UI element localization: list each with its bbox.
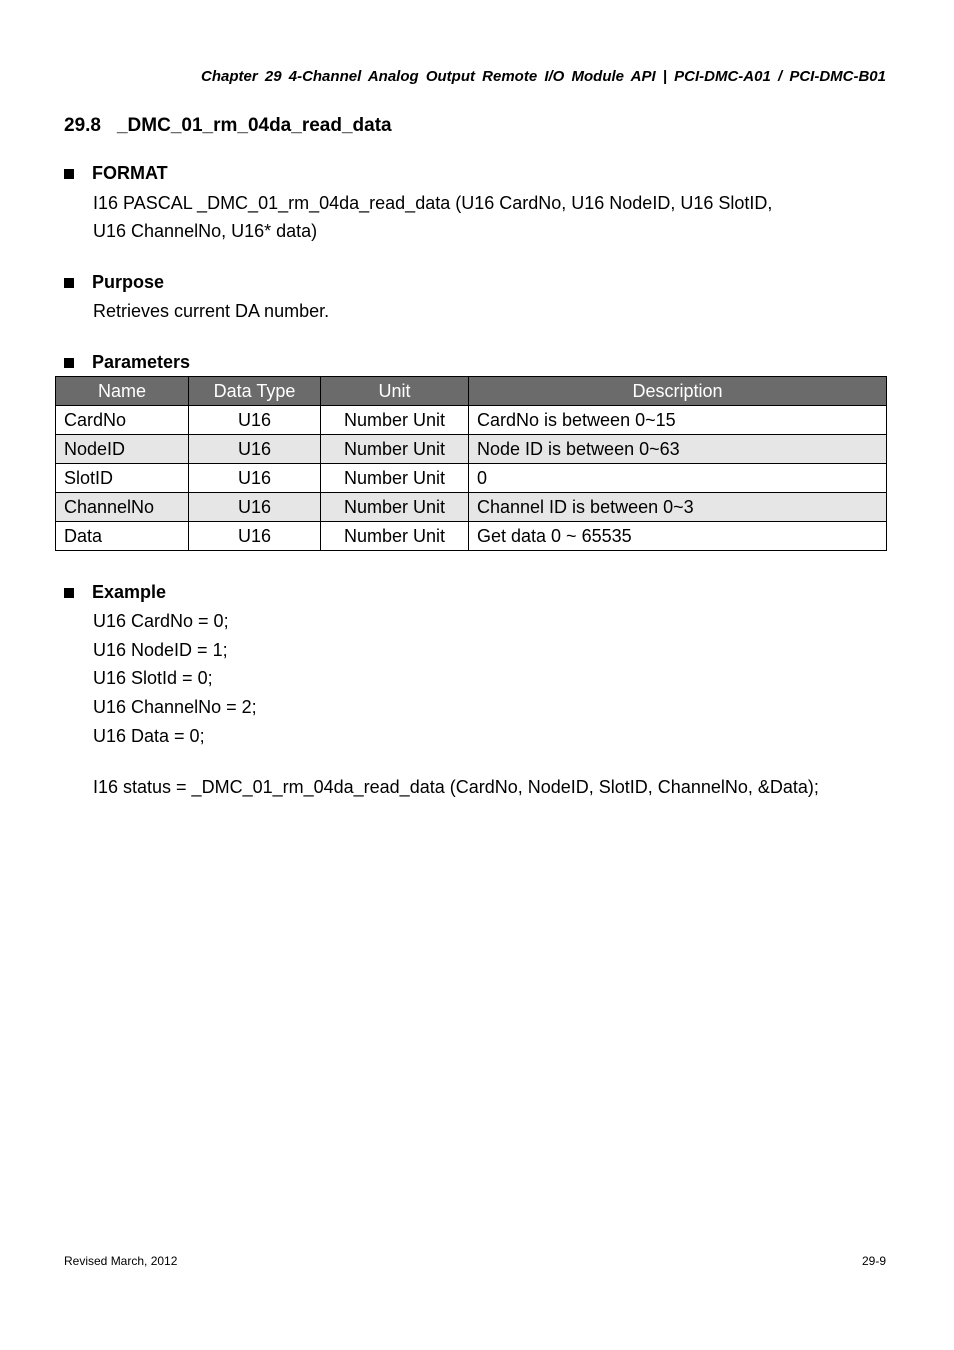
param-unit: Number Unit xyxy=(321,435,469,464)
page-header: Chapter 29 4-Channel Analog Output Remote I/O Module API | PCI-DMC-A01 / PCI-DMC-B01 xyxy=(201,68,886,85)
param-name: ChannelNo xyxy=(56,493,189,522)
column-header-data-type: Data Type xyxy=(189,377,321,406)
param-description: Node ID is between 0~63 xyxy=(469,435,887,464)
column-header-name: Name xyxy=(56,377,189,406)
purpose-heading-label: Purpose xyxy=(92,272,165,292)
square-bullet-icon xyxy=(64,588,74,598)
table-row xyxy=(56,493,887,522)
param-description: 0 xyxy=(469,464,887,493)
section-function-name: _DMC_01_rm_04da_read_data xyxy=(116,115,392,136)
footer-page-number: 29-9 xyxy=(861,1254,886,1268)
param-name: CardNo xyxy=(56,406,189,435)
param-description: CardNo is between 0~15 xyxy=(469,406,887,435)
parameters-heading xyxy=(64,352,190,373)
column-header-unit: Unit xyxy=(321,377,469,406)
param-type: U16 xyxy=(189,406,321,435)
example-line: U16 CardNo = 0; xyxy=(93,611,229,631)
table-row xyxy=(56,435,887,464)
param-type: U16 xyxy=(189,522,321,551)
param-unit: Number Unit xyxy=(321,464,469,493)
parameters-heading-label: Parameters xyxy=(92,352,191,372)
example-line: U16 NodeID = 1; xyxy=(93,640,228,660)
example-call-line: I16 status = _DMC_01_rm_04da_read_data (CardNo, NodeID, SlotID, ChannelNo, &Data); xyxy=(93,777,819,797)
example-line: U16 ChannelNo = 2; xyxy=(93,697,257,717)
param-description: Get data 0 ~ 65535 xyxy=(469,522,887,551)
table-header-row xyxy=(56,377,887,406)
param-name: SlotID xyxy=(56,464,189,493)
param-description: Channel ID is between 0~3 xyxy=(469,493,887,522)
section-title xyxy=(64,115,392,137)
format-line-2: U16 ChannelNo, U16* data) xyxy=(93,221,318,241)
format-heading xyxy=(64,163,168,184)
param-name: NodeID xyxy=(56,435,189,464)
param-unit: Number Unit xyxy=(321,406,469,435)
format-heading-label: FORMAT xyxy=(92,163,168,183)
param-type: U16 xyxy=(189,493,321,522)
param-name: Data xyxy=(56,522,189,551)
footer-revision: Revised March, 2012 xyxy=(64,1254,178,1268)
example-line: U16 Data = 0; xyxy=(93,726,205,746)
square-bullet-icon xyxy=(64,278,74,288)
parameters-table xyxy=(55,376,887,551)
param-unit: Number Unit xyxy=(321,493,469,522)
table-row xyxy=(56,522,887,551)
example-heading xyxy=(64,582,166,603)
param-type: U16 xyxy=(189,435,321,464)
square-bullet-icon xyxy=(64,169,74,179)
section-number: 29.8 xyxy=(64,115,101,136)
param-unit: Number Unit xyxy=(321,522,469,551)
table-row xyxy=(56,406,887,435)
table-row xyxy=(56,464,887,493)
square-bullet-icon xyxy=(64,358,74,368)
column-header-description: Description xyxy=(469,377,887,406)
example-heading-label: Example xyxy=(92,582,167,602)
purpose-heading xyxy=(64,272,164,293)
example-line: U16 SlotId = 0; xyxy=(93,668,213,688)
format-line-1: I16 PASCAL _DMC_01_rm_04da_read_data (U16 CardNo, U16 NodeID, U16 SlotID, xyxy=(93,193,773,213)
param-type: U16 xyxy=(189,464,321,493)
purpose-text: Retrieves current DA number. xyxy=(93,301,330,321)
